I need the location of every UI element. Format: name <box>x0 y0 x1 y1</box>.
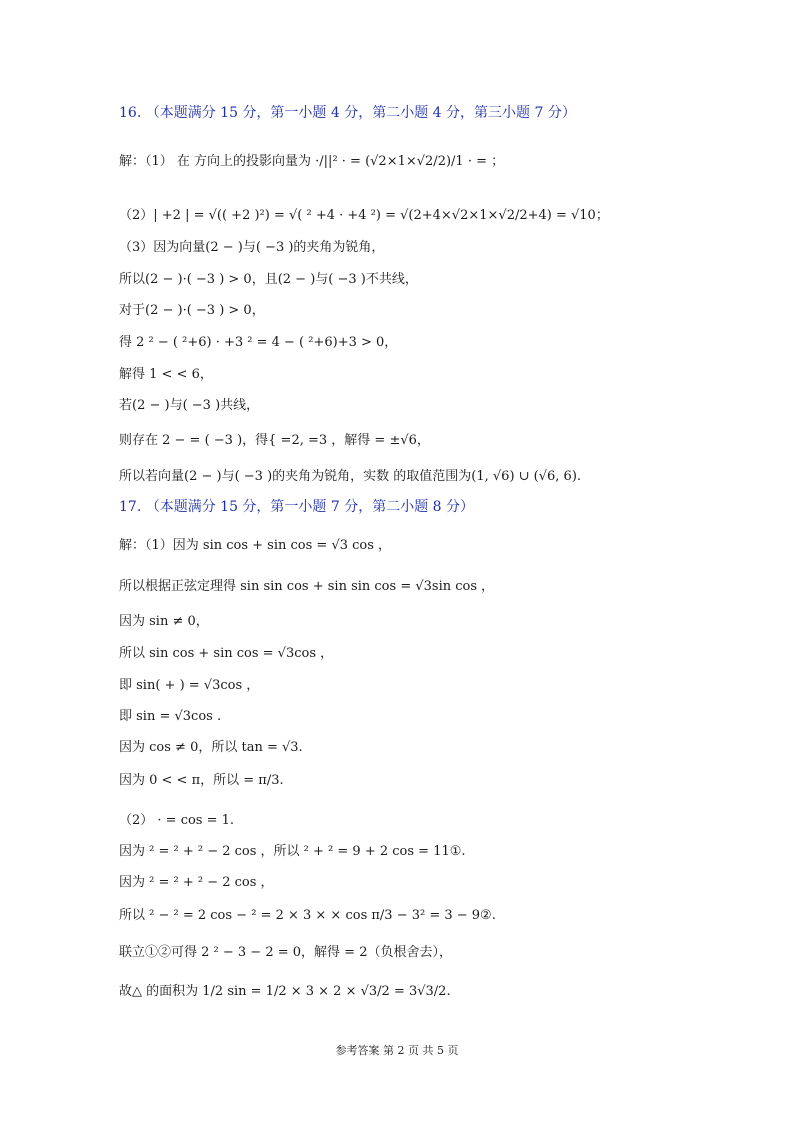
q16-line-9: 则存在 2 − = ( −3 )，得{ =2, =3 ，解得 = ±√6， <box>119 433 430 448</box>
q16-line-7: 解得 1 < < 6， <box>119 367 213 382</box>
q17-line-3: 因为 sin ≠ 0， <box>119 614 209 629</box>
q17-heading: 17. （本题满分 15 分，第一小题 7 分，第二小题 8 分） <box>119 499 475 515</box>
q17-line-11: 因为 ² = ² + ² − 2 cos ， <box>119 875 274 890</box>
q16-line-10: 所以若向量(2 − )与( −3 )的夹角为锐角，实数 的取值范围为(1, √6) ∪ (√6, 6). <box>119 469 582 484</box>
q16-line-4: 所以(2 − )·( −3 ) > 0，且(2 − )与( −3 )不共线， <box>119 272 418 287</box>
page-footer: 参考答案 第 2 页 共 5 页 <box>335 1044 459 1057</box>
q16-line-5: 对于(2 − )·( −3 ) > 0， <box>119 303 265 318</box>
q16-line-8: 若(2 − )与( −3 )共线， <box>119 398 260 413</box>
q17-line-8: 因为 0 < < π，所以 = π/3. <box>119 773 284 788</box>
q16-line-3: （3）因为向量(2 − )与( −3 )的夹角为锐角， <box>119 240 385 255</box>
q17-line-12: 所以 ² − ² = 2 cos − ² = 2 × 3 × × cos π/3 − 3² = 3 − 9②. <box>119 908 496 923</box>
q17-line-5: 即 sin( + ) = √3cos ， <box>119 678 260 693</box>
q17-line-13: 联立①②可得 2 ² − 3 − 2 = 0，解得 = 2（负根舍去）， <box>119 945 452 960</box>
q17-line-4: 所以 sin cos + sin cos = √3cos ， <box>119 646 334 661</box>
q17-line-1: 解：（1）因为 sin cos + sin cos = √3 cos ， <box>119 538 392 553</box>
q17-line-2: 所以根据正弦定理得 sin sin cos + sin sin cos = √3sin cos ， <box>119 579 495 594</box>
q16-line-6: 得 2 ² − ( ²+6) · +3 ² = 4 − ( ²+6)+3 > 0， <box>119 335 398 350</box>
q17-line-14: 故△ 的面积为 1/2 sin = 1/2 × 3 × 2 × √3/2 = 3√3/2. <box>119 984 451 999</box>
q17-line-7: 因为 cos ≠ 0，所以 tan = √3. <box>119 740 303 755</box>
q17-line-6: 即 sin = √3cos . <box>119 709 222 724</box>
q16-line-2: （2）| +2 | = √(( +2 )²) = √( ² +4 · +4 ²) = √(2+4×√2×1×√2/2+4) = √10； <box>119 208 609 223</box>
q16-heading: 16. （本题满分 15 分，第一小题 4 分，第二小题 4 分，第三小题 7 分） <box>119 105 576 121</box>
q16-line-1: 解：（1） 在 方向上的投影向量为 ·/||² · = (√2×1×√2/2)/1 · = ； <box>119 154 505 169</box>
q17-line-10: 因为 ² = ² + ² − 2 cos ，所以 ² + ² = 9 + 2 cos = 11①. <box>119 844 466 859</box>
q17-line-9: （2） · = cos = 1. <box>119 813 235 828</box>
